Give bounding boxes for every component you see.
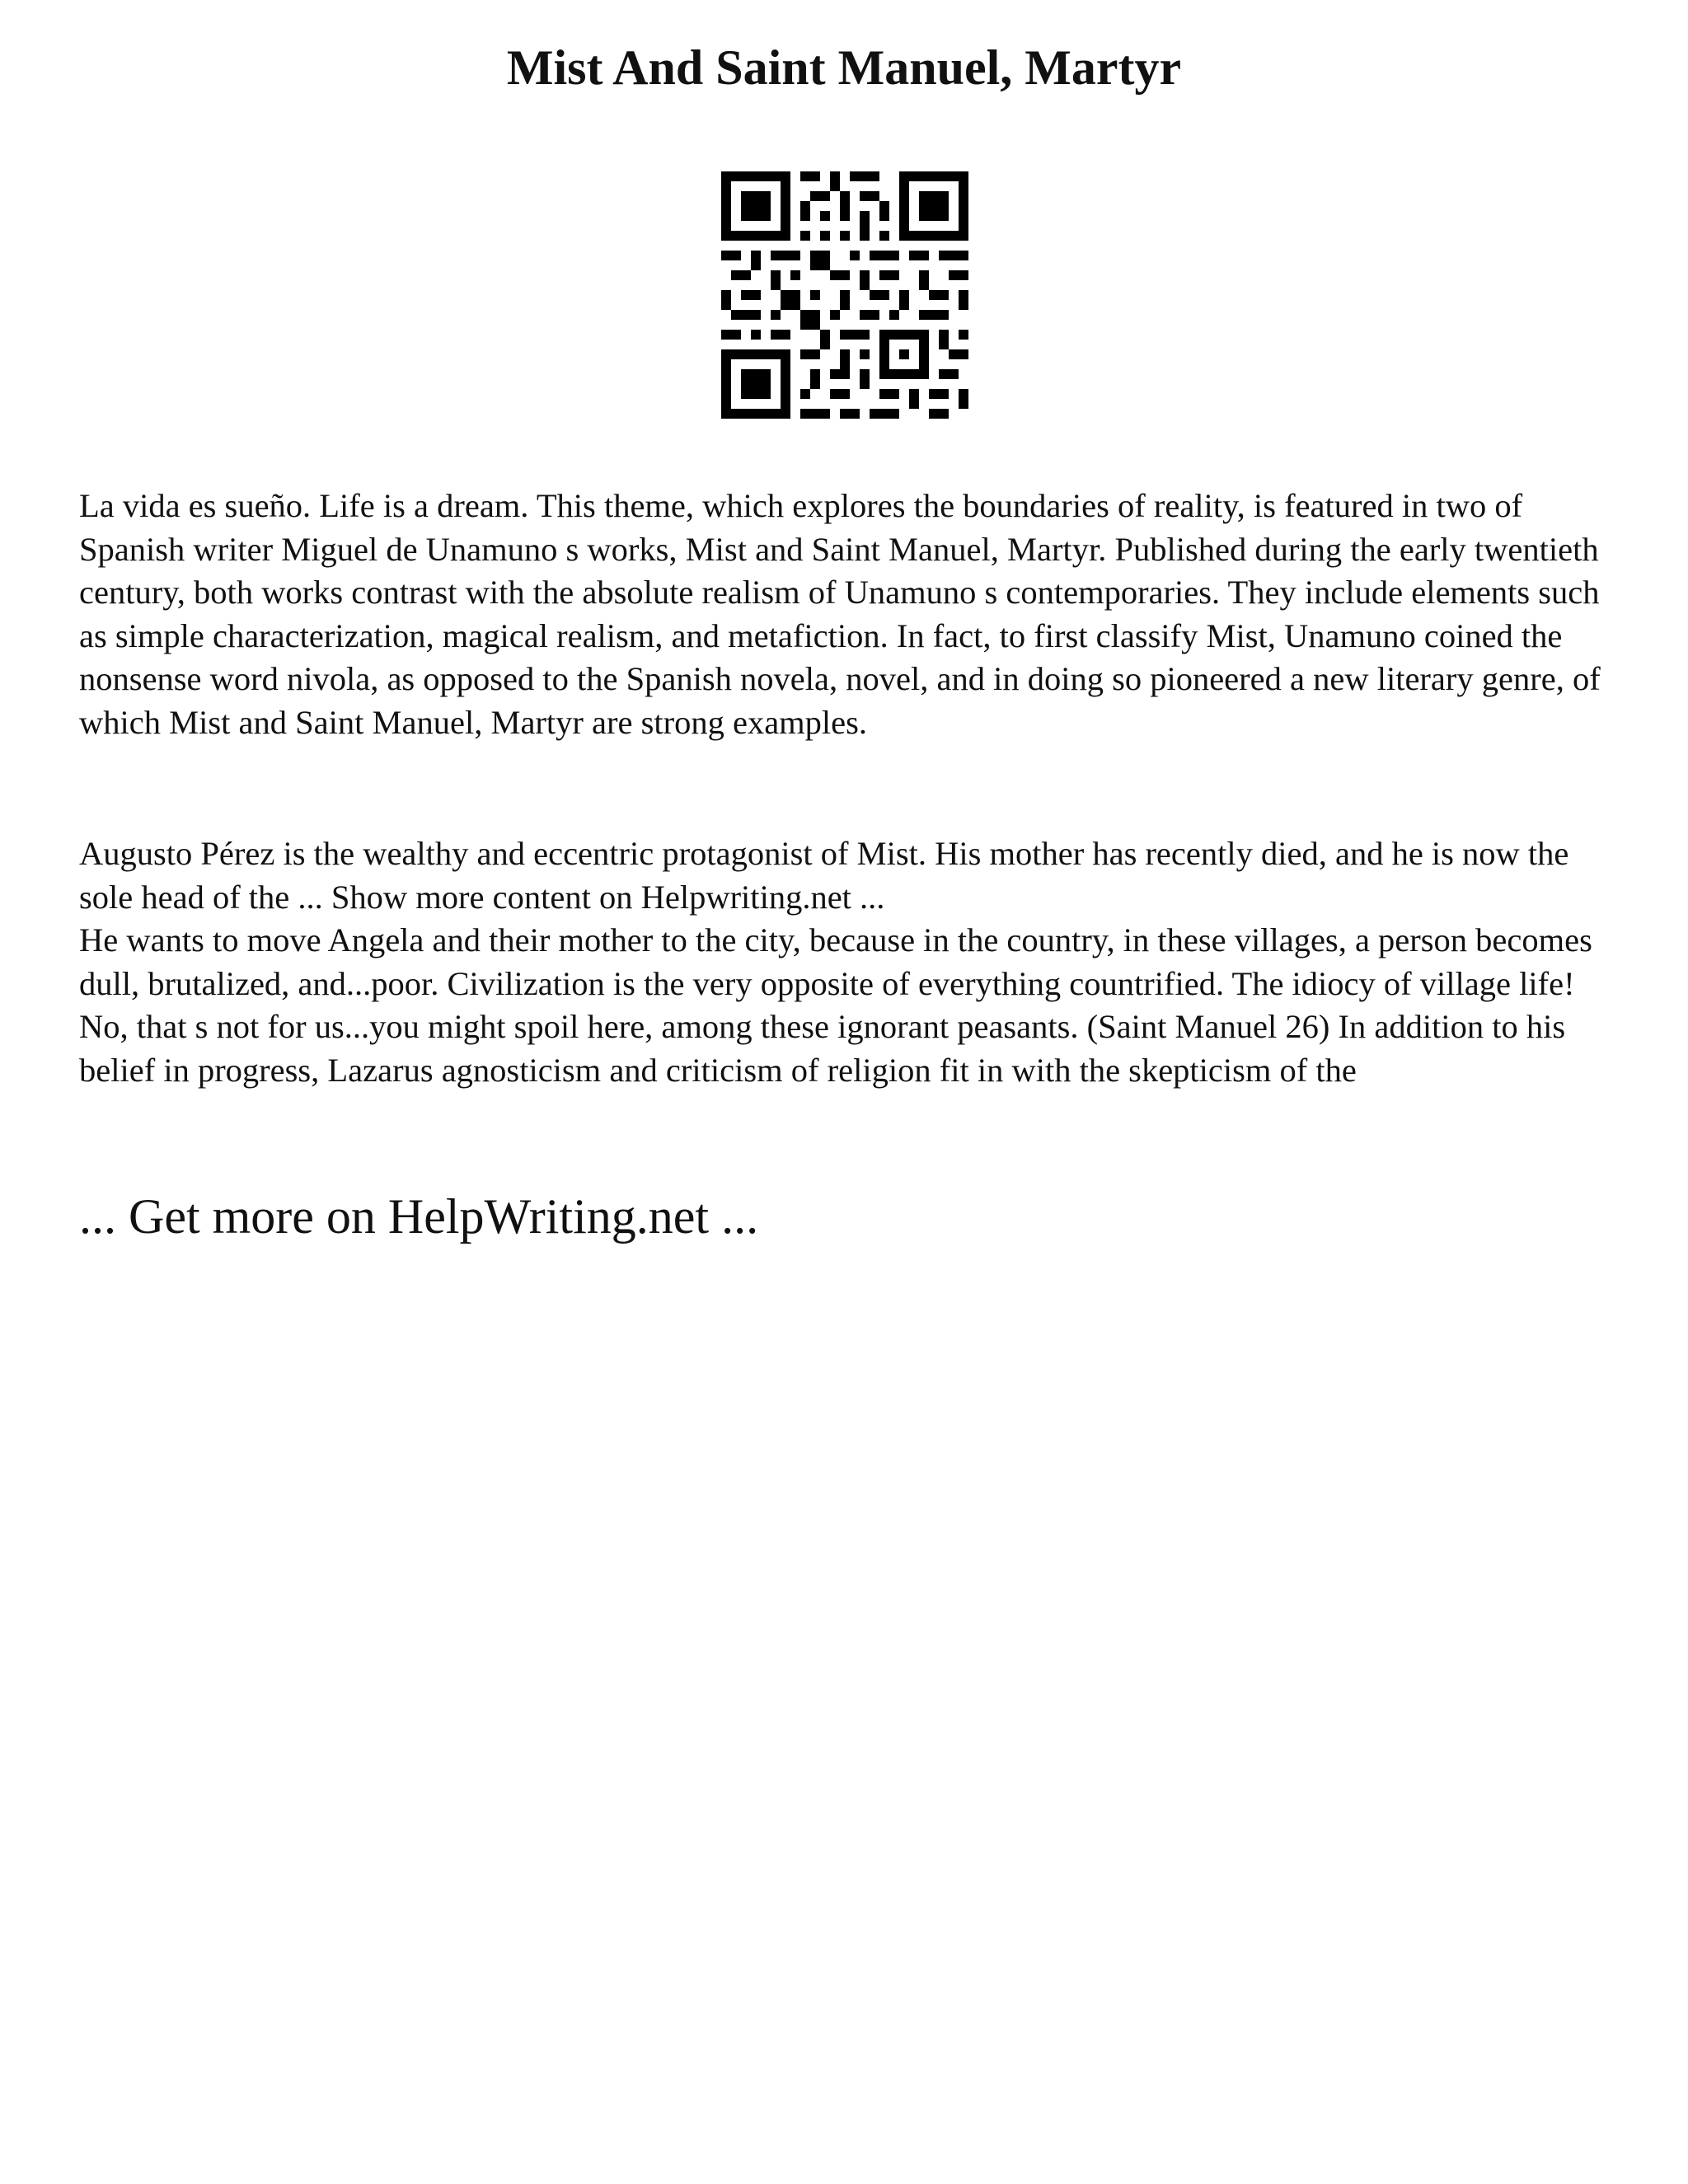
qr-code-icon: [721, 171, 968, 419]
body-paragraph: La vida es sueño. Life is a dream. This theme, which explores the boundaries of reality, is featured in two of Spanish writer Miguel de Unamuno s works, Mist and Saint Manuel, Martyr. Published during the early twentieth century, both works contrast with the absolute realism of Unamuno s contemporaries. They include elements such as simple characterization, magical realism, and metafiction. In fact, to first classify Mist, Unamuno coined the nonsense word nivola, as opposed to the Spanish novela, novel, and in doing so pioneered a new literary genre, of which Mist and Saint Manuel, Martyr are strong examples.: [79, 487, 1601, 741]
get-more-link[interactable]: ... Get more on HelpWriting.net ...: [79, 1189, 759, 1244]
paragraph-continuation: He wants to move Angela and their mother to the city, because in the country, in these villages, a person becomes dull, brutalized, and...poor. Civilization is the very opposite of everything countrified. The idiocy of village life! No, that s not for us...you might spoil here, among these ignorant peasants. (Saint Manuel 26) In addition to his belief in progress, Lazarus agnosticism and criticism of religion fit in with the skepticism of the: [79, 921, 1592, 1089]
body-paragraph-2: [79, 832, 1629, 1092]
paragraph-lead: Augusto Pérez is the wealthy and eccentric protagonist of Mist. His mother has recently died, and he is now the sole head of the ... Show more content on Helpwriting.net ...: [79, 835, 1569, 916]
page-title: Mist And Saint Manuel, Martyr: [506, 40, 1182, 95]
